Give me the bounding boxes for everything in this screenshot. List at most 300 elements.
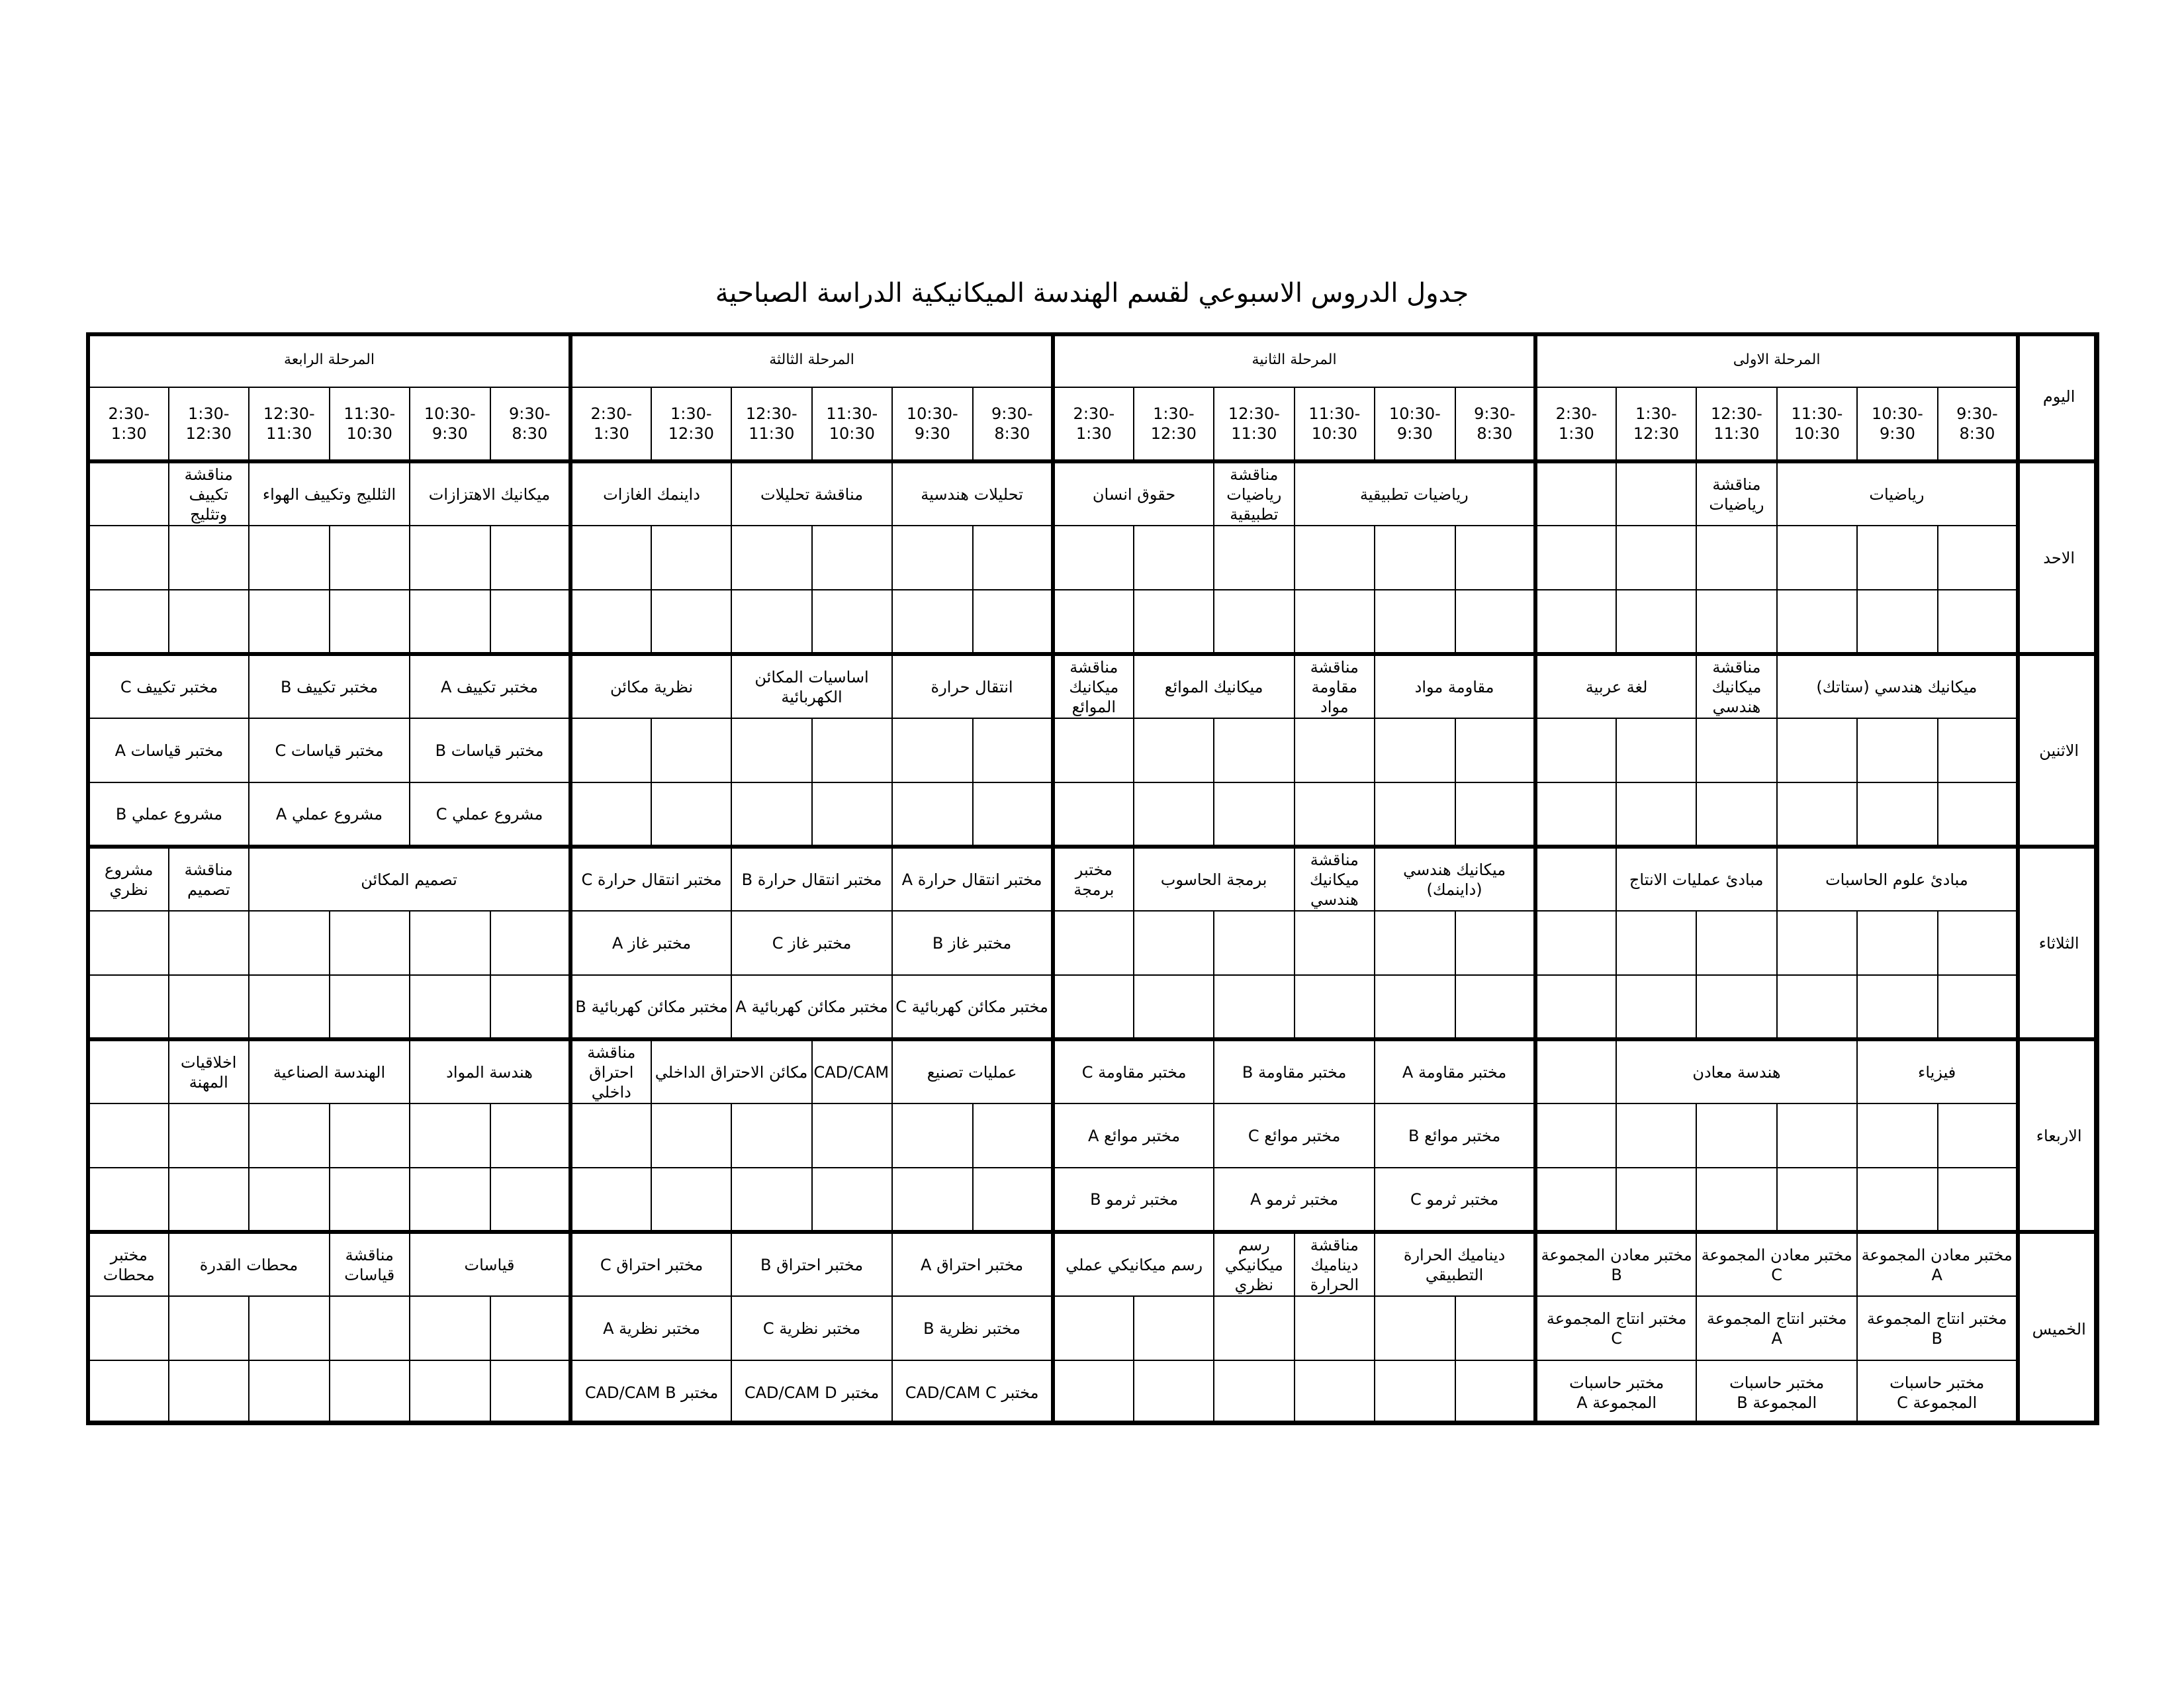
empty-cell bbox=[973, 590, 1054, 654]
empty-cell bbox=[88, 1103, 169, 1168]
schedule-row bbox=[88, 847, 2099, 911]
class-cell: مبادئ علوم الحاسبات bbox=[1777, 847, 2019, 911]
empty-cell bbox=[1295, 590, 1375, 654]
class-cell: مناقشة ميكانيك الموائع bbox=[1053, 654, 1134, 718]
empty-cell bbox=[651, 590, 732, 654]
empty-cell bbox=[1214, 782, 1295, 847]
empty-cell bbox=[570, 782, 651, 847]
empty-cell bbox=[1938, 1103, 2019, 1168]
empty-cell bbox=[1295, 911, 1375, 975]
empty-cell bbox=[1696, 975, 1777, 1039]
class-cell: تحليلات هندسية bbox=[892, 461, 1053, 526]
time-slot-header: 2:30-1:30 bbox=[88, 387, 169, 461]
class-cell: مختبر انتاج المجموعة C bbox=[1535, 1296, 1696, 1360]
time-slot-header: 10:30-9:30 bbox=[892, 387, 973, 461]
empty-cell bbox=[1455, 1360, 1536, 1425]
class-cell: مختبر انتقال حرارة B bbox=[731, 847, 892, 911]
class-cell: رسم ميكانيكي نظري bbox=[1214, 1232, 1295, 1296]
class-cell: مناقشة ميكانيك هندسي bbox=[1295, 847, 1375, 911]
empty-cell bbox=[1616, 590, 1697, 654]
empty-cell bbox=[1616, 1103, 1697, 1168]
empty-cell bbox=[1535, 461, 1616, 526]
empty-cell bbox=[330, 911, 410, 975]
empty-cell bbox=[1375, 975, 1455, 1039]
class-cell: مناقشة رياضيات تطبيقية bbox=[1214, 461, 1295, 526]
empty-cell bbox=[1455, 911, 1536, 975]
time-slot-header: 11:30-10:30 bbox=[1295, 387, 1375, 461]
class-cell: مختبر غاز A bbox=[570, 911, 731, 975]
class-cell: مختبر CAD/CAM D bbox=[731, 1360, 892, 1425]
day-column-header: اليوم bbox=[2018, 333, 2099, 461]
empty-cell bbox=[731, 526, 812, 590]
empty-cell bbox=[812, 590, 893, 654]
empty-cell bbox=[1777, 782, 1858, 847]
class-cell: مشروع عملي C bbox=[410, 782, 570, 847]
stage-header: المرحلة الاولى bbox=[1535, 333, 2018, 387]
empty-cell bbox=[1535, 1103, 1616, 1168]
class-cell: مختبر نظرية C bbox=[731, 1296, 892, 1360]
day-cell: الثلاثاء bbox=[2018, 847, 2099, 1039]
time-slot-header: 2:30-1:30 bbox=[1053, 387, 1134, 461]
empty-cell bbox=[812, 718, 893, 782]
empty-cell bbox=[169, 975, 250, 1039]
empty-cell bbox=[1214, 911, 1295, 975]
class-cell: مختبر موائع A bbox=[1053, 1103, 1214, 1168]
empty-cell bbox=[1134, 526, 1214, 590]
empty-cell bbox=[1053, 590, 1134, 654]
schedule-row bbox=[88, 718, 2099, 782]
class-cell: مختبر تكييف B bbox=[249, 654, 410, 718]
empty-cell bbox=[1616, 526, 1697, 590]
empty-cell bbox=[410, 1296, 490, 1360]
time-slot-header: 11:30-10:30 bbox=[1777, 387, 1858, 461]
empty-cell bbox=[330, 1296, 410, 1360]
schedule-row bbox=[88, 782, 2099, 847]
class-cell: مختبر نظرية B bbox=[892, 1296, 1053, 1360]
class-cell: هندسة المواد bbox=[410, 1039, 570, 1103]
empty-cell bbox=[812, 1103, 893, 1168]
empty-cell bbox=[1696, 718, 1777, 782]
empty-cell bbox=[249, 1360, 330, 1425]
empty-cell bbox=[1134, 975, 1214, 1039]
empty-cell bbox=[1696, 1168, 1777, 1232]
empty-cell bbox=[1535, 590, 1616, 654]
empty-cell bbox=[731, 1168, 812, 1232]
empty-cell bbox=[410, 1360, 490, 1425]
class-cell: مختبر مقاومة C bbox=[1053, 1039, 1214, 1103]
empty-cell bbox=[410, 1168, 490, 1232]
empty-cell bbox=[1134, 590, 1214, 654]
class-cell: مختبر برمجة bbox=[1053, 847, 1134, 911]
empty-cell bbox=[570, 1103, 651, 1168]
empty-cell bbox=[1535, 847, 1616, 911]
class-cell: مختبر انتقال حرارة A bbox=[892, 847, 1053, 911]
empty-cell bbox=[88, 975, 169, 1039]
class-cell: مختبر مكائن كهربائية B bbox=[570, 975, 731, 1039]
empty-cell bbox=[1777, 590, 1858, 654]
empty-cell bbox=[330, 1360, 410, 1425]
empty-cell bbox=[570, 590, 651, 654]
empty-cell bbox=[1696, 590, 1777, 654]
empty-cell bbox=[88, 526, 169, 590]
empty-cell bbox=[1053, 1360, 1134, 1425]
empty-cell bbox=[410, 975, 490, 1039]
empty-cell bbox=[1535, 1039, 1616, 1103]
empty-cell bbox=[1134, 1296, 1214, 1360]
class-cell: عمليات تصنيع bbox=[892, 1039, 1053, 1103]
empty-cell bbox=[1214, 526, 1295, 590]
empty-cell bbox=[1696, 782, 1777, 847]
schedule-row bbox=[88, 1168, 2099, 1232]
time-slot-header: 11:30-10:30 bbox=[812, 387, 893, 461]
class-cell: نظرية مكائن bbox=[570, 654, 731, 718]
class-cell: داينمك الغازات bbox=[570, 461, 731, 526]
empty-cell bbox=[1535, 1168, 1616, 1232]
class-cell: اساسيات المكائن الكهربائية bbox=[731, 654, 892, 718]
empty-cell bbox=[973, 1168, 1054, 1232]
empty-cell bbox=[731, 590, 812, 654]
empty-cell bbox=[1777, 1168, 1858, 1232]
class-cell: مختبر تكييف C bbox=[88, 654, 249, 718]
empty-cell bbox=[410, 590, 490, 654]
empty-cell bbox=[249, 911, 330, 975]
empty-cell bbox=[1375, 590, 1455, 654]
empty-cell bbox=[330, 1168, 410, 1232]
class-cell: مختبر نظرية A bbox=[570, 1296, 731, 1360]
empty-cell bbox=[88, 1296, 169, 1360]
time-slot-header: 1:30-12:30 bbox=[651, 387, 732, 461]
class-cell: مناقشة قياسات bbox=[330, 1232, 410, 1296]
empty-cell bbox=[1938, 975, 2019, 1039]
class-cell: مناقشة تكييف وتثليج bbox=[169, 461, 250, 526]
empty-cell bbox=[1134, 782, 1214, 847]
empty-cell bbox=[169, 1168, 250, 1232]
class-cell: مختبر انتاج المجموعة A bbox=[1696, 1296, 1857, 1360]
class-cell: مختبر معادن المجموعة B bbox=[1535, 1232, 1696, 1296]
class-cell: مناقشة تحليلات bbox=[731, 461, 892, 526]
empty-cell bbox=[1616, 1168, 1697, 1232]
empty-cell bbox=[570, 1168, 651, 1232]
empty-cell bbox=[490, 590, 571, 654]
class-cell: ميكانيك الاهتزازات bbox=[410, 461, 570, 526]
schedule-row bbox=[88, 1360, 2099, 1425]
empty-cell bbox=[651, 782, 732, 847]
time-slot-header: 12:30-11:30 bbox=[249, 387, 330, 461]
time-slot-header: 1:30-12:30 bbox=[1134, 387, 1214, 461]
class-cell: رسم ميكانيكي عملي bbox=[1053, 1232, 1214, 1296]
empty-cell bbox=[1696, 526, 1777, 590]
class-cell: مختبر انتاج المجموعة B bbox=[1857, 1296, 2018, 1360]
class-cell: مناقشة احتراق داخلي bbox=[570, 1039, 651, 1103]
time-slot-header: 10:30-9:30 bbox=[410, 387, 490, 461]
class-cell: مختبر معادن المجموعة C bbox=[1696, 1232, 1857, 1296]
empty-cell bbox=[1134, 911, 1214, 975]
empty-cell bbox=[249, 1103, 330, 1168]
schedule-row bbox=[88, 975, 2099, 1039]
empty-cell bbox=[973, 526, 1054, 590]
empty-cell bbox=[169, 911, 250, 975]
class-cell: تصميم المكائن bbox=[249, 847, 570, 911]
empty-cell bbox=[1535, 526, 1616, 590]
empty-cell bbox=[1616, 718, 1697, 782]
empty-cell bbox=[1535, 718, 1616, 782]
class-cell: ميكانيك هندسي (داينمك) bbox=[1375, 847, 1535, 911]
class-cell: CAD/CAM bbox=[812, 1039, 893, 1103]
time-slot-header: 12:30-11:30 bbox=[1696, 387, 1777, 461]
empty-cell bbox=[1857, 911, 1938, 975]
empty-cell bbox=[1053, 911, 1134, 975]
class-cell: مناقشة رياضيات bbox=[1696, 461, 1777, 526]
time-slot-header: 1:30-12:30 bbox=[169, 387, 250, 461]
class-cell: لغة عربية bbox=[1535, 654, 1696, 718]
empty-cell bbox=[892, 782, 973, 847]
day-cell: الاربعاء bbox=[2018, 1039, 2099, 1232]
empty-cell bbox=[1214, 975, 1295, 1039]
schedule-row bbox=[88, 1103, 2099, 1168]
class-cell: مختبر CAD/CAM B bbox=[570, 1360, 731, 1425]
empty-cell bbox=[570, 526, 651, 590]
empty-cell bbox=[1295, 718, 1375, 782]
empty-cell bbox=[249, 1296, 330, 1360]
empty-cell bbox=[88, 590, 169, 654]
schedule-row bbox=[88, 654, 2099, 718]
class-cell: مختبر مقاومة A bbox=[1375, 1039, 1535, 1103]
empty-cell bbox=[1857, 590, 1938, 654]
empty-cell bbox=[1857, 975, 1938, 1039]
class-cell: مختبر احتراق A bbox=[892, 1232, 1053, 1296]
day-cell: الخميس bbox=[2018, 1232, 2099, 1425]
class-cell: ميكانيك الموائع bbox=[1134, 654, 1295, 718]
empty-cell bbox=[651, 1168, 732, 1232]
empty-cell bbox=[1053, 718, 1134, 782]
class-cell: فيزياء bbox=[1857, 1039, 2018, 1103]
empty-cell bbox=[1696, 1103, 1777, 1168]
class-cell: مشروع نظري bbox=[88, 847, 169, 911]
empty-cell bbox=[1053, 1296, 1134, 1360]
class-cell: مناقشة مقاومة مواد bbox=[1295, 654, 1375, 718]
time-slot-header: 10:30-9:30 bbox=[1857, 387, 1938, 461]
empty-cell bbox=[1455, 718, 1536, 782]
empty-cell bbox=[169, 590, 250, 654]
class-cell: قياسات bbox=[410, 1232, 570, 1296]
stage-header: المرحلة الثانية bbox=[1053, 333, 1535, 387]
empty-cell bbox=[1295, 1360, 1375, 1425]
class-cell: مقاومة مواد bbox=[1375, 654, 1535, 718]
class-cell: مشروع عملي B bbox=[88, 782, 249, 847]
class-cell: ميكانيك هندسي (ستاتك) bbox=[1777, 654, 2019, 718]
empty-cell bbox=[490, 526, 571, 590]
empty-cell bbox=[1696, 911, 1777, 975]
empty-cell bbox=[1857, 1103, 1938, 1168]
class-cell: مختبر حاسبات المجموعة B bbox=[1696, 1360, 1857, 1425]
class-cell: رياضيات bbox=[1777, 461, 2019, 526]
empty-cell bbox=[330, 1103, 410, 1168]
empty-cell bbox=[249, 526, 330, 590]
empty-cell bbox=[892, 1103, 973, 1168]
schedule-row bbox=[88, 461, 2099, 526]
empty-cell bbox=[1053, 975, 1134, 1039]
time-slot-header: 12:30-11:30 bbox=[731, 387, 812, 461]
class-cell: مختبر مكائن كهربائية C bbox=[892, 975, 1053, 1039]
empty-cell bbox=[490, 1360, 571, 1425]
stage-header: المرحلة الثالثة bbox=[570, 333, 1053, 387]
empty-cell bbox=[651, 526, 732, 590]
empty-cell bbox=[1777, 718, 1858, 782]
schedule-row bbox=[88, 911, 2099, 975]
class-cell: برمجة الحاسوب bbox=[1134, 847, 1295, 911]
empty-cell bbox=[1375, 911, 1455, 975]
empty-cell bbox=[410, 1103, 490, 1168]
empty-cell bbox=[1214, 590, 1295, 654]
empty-cell bbox=[570, 718, 651, 782]
empty-cell bbox=[1375, 526, 1455, 590]
stage-header: المرحلة الرابعة bbox=[88, 333, 570, 387]
empty-cell bbox=[1214, 1360, 1295, 1425]
schedule-row bbox=[88, 1039, 2099, 1103]
empty-cell bbox=[88, 1039, 169, 1103]
class-cell: هندسة معادن bbox=[1616, 1039, 1858, 1103]
class-cell: مبادئ عمليات الانتاج bbox=[1616, 847, 1777, 911]
class-cell: مختبر غاز C bbox=[731, 911, 892, 975]
empty-cell bbox=[1455, 590, 1536, 654]
schedule-row bbox=[88, 1232, 2099, 1296]
day-cell: الاثنين bbox=[2018, 654, 2099, 847]
class-cell: مختبر قياسات C bbox=[249, 718, 410, 782]
class-cell: رياضيات تطبيقية bbox=[1295, 461, 1536, 526]
empty-cell bbox=[1616, 911, 1697, 975]
empty-cell bbox=[490, 975, 571, 1039]
class-cell: انتقال حرارة bbox=[892, 654, 1053, 718]
empty-cell bbox=[1777, 911, 1858, 975]
empty-cell bbox=[410, 911, 490, 975]
empty-cell bbox=[731, 718, 812, 782]
time-slot-header: 10:30-9:30 bbox=[1375, 387, 1455, 461]
empty-cell bbox=[1857, 1168, 1938, 1232]
empty-cell bbox=[490, 1296, 571, 1360]
class-cell: مختبر ثرمو B bbox=[1053, 1168, 1214, 1232]
class-cell: الثلليج وتكييف الهواء bbox=[249, 461, 410, 526]
class-cell: مختبر ثرمو C bbox=[1375, 1168, 1535, 1232]
empty-cell bbox=[1857, 782, 1938, 847]
empty-cell bbox=[1455, 526, 1536, 590]
empty-cell bbox=[88, 461, 169, 526]
schedule-row bbox=[88, 590, 2099, 654]
class-cell: اخلاقيات المهنة bbox=[169, 1039, 250, 1103]
empty-cell bbox=[88, 1168, 169, 1232]
class-cell: مختبر موائع C bbox=[1214, 1103, 1375, 1168]
class-cell: مختبر مكائن كهربائية A bbox=[731, 975, 892, 1039]
empty-cell bbox=[1375, 1360, 1455, 1425]
empty-cell bbox=[88, 911, 169, 975]
class-cell: مختبر انتقال حرارة C bbox=[570, 847, 731, 911]
empty-cell bbox=[1455, 782, 1536, 847]
class-cell: مختبر احتراق B bbox=[731, 1232, 892, 1296]
empty-cell bbox=[1857, 718, 1938, 782]
empty-cell bbox=[1295, 526, 1375, 590]
empty-cell bbox=[1616, 782, 1697, 847]
empty-cell bbox=[1295, 1296, 1375, 1360]
class-cell: مكائن الاحتراق الداخلي bbox=[651, 1039, 812, 1103]
class-cell: مختبر CAD/CAM C bbox=[892, 1360, 1053, 1425]
empty-cell bbox=[1938, 782, 2019, 847]
time-slot-header: 12:30-11:30 bbox=[1214, 387, 1295, 461]
empty-cell bbox=[1616, 975, 1697, 1039]
empty-cell bbox=[651, 718, 732, 782]
class-cell: الهندسة الصناعية bbox=[249, 1039, 410, 1103]
empty-cell bbox=[1938, 911, 2019, 975]
empty-cell bbox=[973, 1103, 1054, 1168]
empty-cell bbox=[1375, 1296, 1455, 1360]
empty-cell bbox=[1777, 975, 1858, 1039]
class-cell: مناقشة تصميم bbox=[169, 847, 250, 911]
empty-cell bbox=[490, 1103, 571, 1168]
time-slot-header: 1:30-12:30 bbox=[1616, 387, 1697, 461]
empty-cell bbox=[330, 590, 410, 654]
empty-cell bbox=[1375, 782, 1455, 847]
empty-cell bbox=[731, 782, 812, 847]
empty-cell bbox=[410, 526, 490, 590]
class-cell: مختبر غاز B bbox=[892, 911, 1053, 975]
schedule-table bbox=[86, 332, 2099, 1425]
empty-cell bbox=[1375, 718, 1455, 782]
class-cell: مناقشة ميكانيك هندسي bbox=[1696, 654, 1777, 718]
empty-cell bbox=[1214, 718, 1295, 782]
class-cell: مختبر ثرمو A bbox=[1214, 1168, 1375, 1232]
empty-cell bbox=[812, 526, 893, 590]
page-title: جدول الدروس الاسبوعي لقسم الهندسة الميكانيكية الدراسة الصباحية bbox=[715, 278, 1469, 308]
class-cell: مختبر موائع B bbox=[1375, 1103, 1535, 1168]
empty-cell bbox=[1535, 975, 1616, 1039]
empty-cell bbox=[1214, 1296, 1295, 1360]
empty-cell bbox=[169, 526, 250, 590]
empty-cell bbox=[1777, 1103, 1858, 1168]
class-cell: حقوق انسان bbox=[1053, 461, 1214, 526]
empty-cell bbox=[892, 590, 973, 654]
class-cell: محطات القدرة bbox=[169, 1232, 330, 1296]
empty-cell bbox=[169, 1103, 250, 1168]
time-slot-header: 9:30-8:30 bbox=[1455, 387, 1536, 461]
empty-cell bbox=[249, 1168, 330, 1232]
class-cell: مختبر حاسبات المجموعة A bbox=[1535, 1360, 1696, 1425]
empty-cell bbox=[1777, 526, 1858, 590]
time-slot-header: 9:30-8:30 bbox=[1938, 387, 2019, 461]
empty-cell bbox=[1616, 461, 1697, 526]
empty-cell bbox=[1535, 911, 1616, 975]
empty-cell bbox=[1134, 718, 1214, 782]
empty-cell bbox=[1938, 1168, 2019, 1232]
class-cell: مختبر حاسبات المجموعة C bbox=[1857, 1360, 2018, 1425]
empty-cell bbox=[1053, 782, 1134, 847]
empty-cell bbox=[973, 718, 1054, 782]
empty-cell bbox=[169, 1360, 250, 1425]
time-slot-header: 9:30-8:30 bbox=[490, 387, 571, 461]
empty-cell bbox=[651, 1103, 732, 1168]
empty-cell bbox=[892, 718, 973, 782]
schedule-row bbox=[88, 1296, 2099, 1360]
empty-cell bbox=[1295, 782, 1375, 847]
empty-cell bbox=[1938, 718, 2019, 782]
empty-cell bbox=[973, 782, 1054, 847]
empty-cell bbox=[1938, 526, 2019, 590]
empty-cell bbox=[330, 975, 410, 1039]
empty-cell bbox=[88, 1360, 169, 1425]
time-slot-header: 11:30-10:30 bbox=[330, 387, 410, 461]
empty-cell bbox=[330, 526, 410, 590]
empty-cell bbox=[1455, 1296, 1536, 1360]
empty-cell bbox=[1455, 975, 1536, 1039]
empty-cell bbox=[249, 590, 330, 654]
empty-cell bbox=[169, 1296, 250, 1360]
